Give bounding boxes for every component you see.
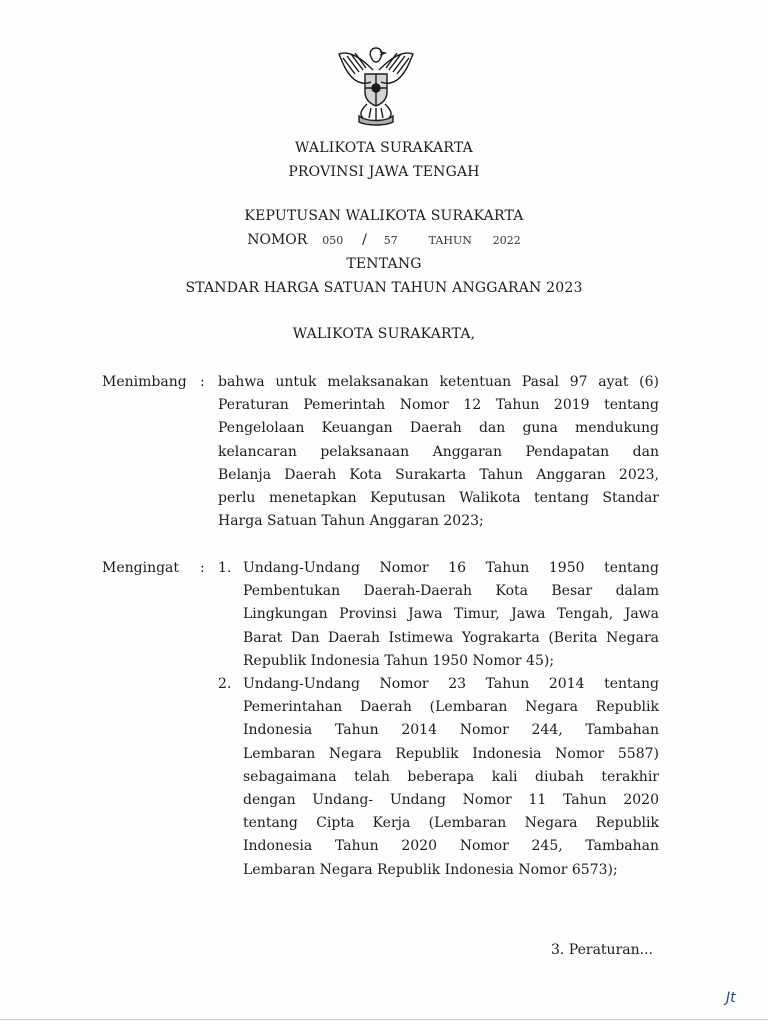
mengingat-line: dengan Undang- Undang Nomor 11 Tahun 2020 bbox=[243, 792, 659, 809]
mengingat-line: tentang Cipta Kerja (Lembaran Negara Republik bbox=[243, 815, 659, 832]
nomor-value-a: 050 bbox=[322, 234, 344, 247]
mengingat-line: sebagaimana telah beberapa kali diubah terakhir bbox=[243, 768, 659, 785]
mengingat-line: Lembaran Negara Republik Indonesia Nomor 5587) bbox=[243, 745, 659, 762]
menimbang-line: Pengelolaan Keuangan Daerah dan guna mendukung bbox=[218, 420, 659, 437]
continuation-text: 3. Peraturan... bbox=[551, 942, 653, 958]
mengingat-line: Undang-Undang Nomor 23 Tahun 2014 tentang bbox=[243, 676, 659, 692]
nomor-label: NOMOR bbox=[247, 232, 308, 248]
mengingat-line: Lingkungan Provinsi Jawa Timur, Jawa Tengah, Jawa bbox=[243, 606, 659, 623]
mengingat-line: Barat Dan Daerah Istimewa Yograkarta (Berita Negara bbox=[243, 629, 659, 646]
mengingat-line: Indonesia Tahun 2020 Nomor 245, Tambahan bbox=[243, 838, 659, 855]
menimbang-paragraph bbox=[218, 371, 659, 533]
mengingat-line: Republik Indonesia Tahun 1950 Nomor 45); bbox=[243, 652, 555, 669]
mengingat-colon: : bbox=[200, 560, 205, 576]
menimbang-line: Belanja Daerah Kota Surakarta Tahun Anggaran 2023, bbox=[218, 466, 659, 483]
authority-line-1: WALIKOTA SURAKARTA bbox=[295, 140, 473, 156]
mengingat-item-1 bbox=[243, 557, 659, 673]
tentang-heading: TENTANG bbox=[346, 256, 422, 272]
mengingat-label: Mengingat bbox=[102, 560, 180, 576]
menimbang-line: kelancaran pelaksanaan Anggaran Pendapatan dan bbox=[218, 443, 659, 460]
menimbang-line: Harga Satuan Tahun Anggaran 2023; bbox=[218, 513, 484, 530]
menimbang-line: Peraturan Pemerintah Nomor 12 Tahun 2019 tentang bbox=[218, 397, 659, 414]
menimbang-colon: : bbox=[200, 374, 205, 390]
issuer-line: WALIKOTA SURAKARTA, bbox=[292, 326, 476, 342]
authority-line-2: PROVINSI JAWA TENGAH bbox=[288, 164, 480, 180]
mengingat-line: Undang-Undang Nomor 16 Tahun 1950 tentang bbox=[243, 560, 659, 576]
tahun-label: TAHUN bbox=[428, 234, 472, 247]
menimbang-line: perlu menetapkan Keputusan Walikota tentang Standar bbox=[218, 490, 659, 507]
mengingat-line: Pemerintahan Daerah (Lembaran Negara Republik bbox=[243, 699, 659, 716]
paraf-initial: Jt bbox=[726, 990, 736, 1006]
decree-title: KEPUTUSAN WALIKOTA SURAKARTA bbox=[244, 208, 524, 224]
mengingat-item-number: 2. bbox=[218, 676, 232, 692]
mengingat-item-2 bbox=[243, 673, 659, 882]
mengingat-line: Lembaran Negara Republik Indonesia Nomor 6573); bbox=[243, 861, 618, 878]
mengingat-line: Pembentukan Daerah-Daerah Kota Besar dalam bbox=[243, 583, 659, 600]
mengingat-line: Indonesia Tahun 2014 Nomor 244, Tambahan bbox=[243, 722, 659, 739]
menimbang-line: bahwa untuk melaksanakan ketentuan Pasal 97 ayat (6) bbox=[218, 374, 659, 390]
garuda-emblem-icon bbox=[333, 40, 419, 126]
bottom-divider bbox=[0, 1019, 768, 1020]
decree-subject: STANDAR HARGA SATUAN TAHUN ANGGARAN 2023 bbox=[185, 280, 583, 296]
tahun-value: 2022 bbox=[492, 234, 521, 247]
decree-number-line bbox=[0, 232, 768, 248]
menimbang-label: Menimbang bbox=[102, 374, 187, 390]
nomor-value-b: 57 bbox=[383, 234, 398, 247]
mengingat-item-number: 1. bbox=[218, 560, 232, 576]
nomor-separator: / bbox=[362, 232, 367, 248]
